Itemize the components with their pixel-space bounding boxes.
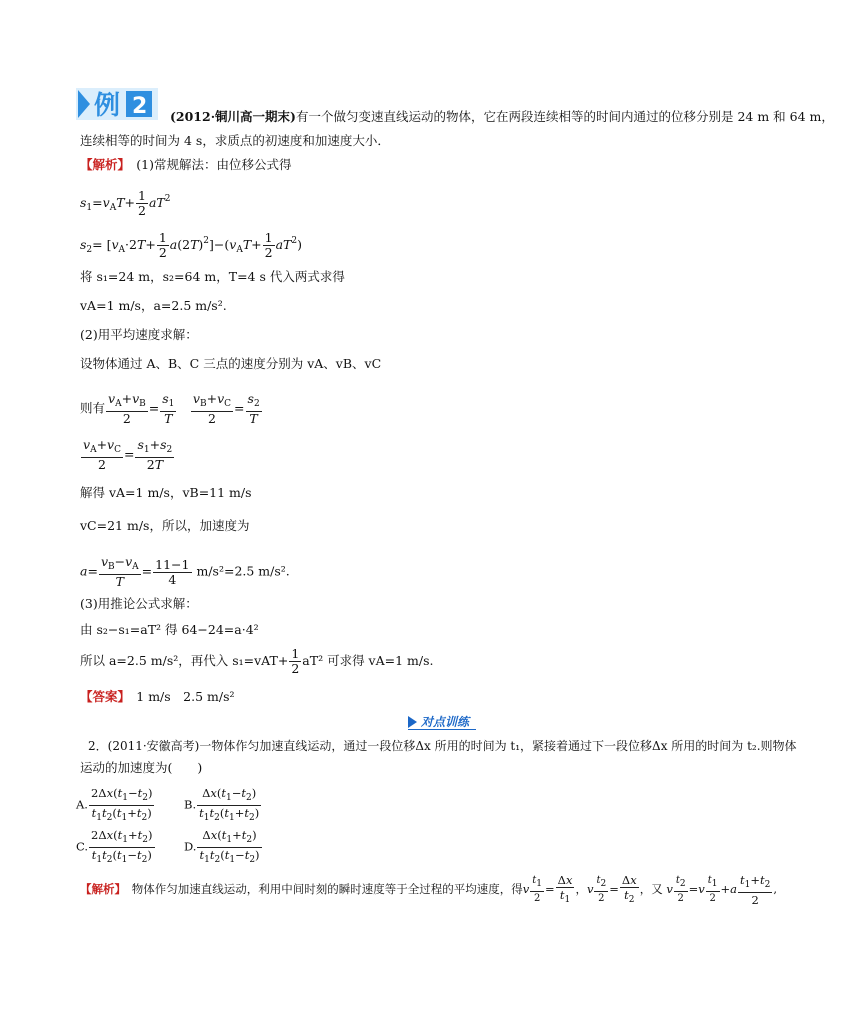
- formula-acceleration: a= $\frac{v_B-v_A}{T}$ = $\frac{11-1}{4}$ m/s²=2.5 m/s².: [80, 554, 290, 589]
- arrow-icon: [408, 716, 417, 728]
- solution-label: 【解析】: [80, 157, 124, 172]
- method3-heading: (3)用推论公式求解：: [80, 596, 198, 611]
- solution-method1: 【解析】 (1)常规解法：由位移公式得: [80, 157, 292, 172]
- example-source: (2012·铜川高一期末): [170, 109, 296, 124]
- method2-heading: (2)用平均速度求解：: [80, 327, 198, 342]
- formula-average-speed: 则有 $\frac{v_A+v_B}{2}$ = $\frac{s_1}{T}$ $\frac{v_B+v_C}{2}$ = $\frac{s_2}{T}$: [80, 391, 260, 426]
- answer-line: 【答案】 1 m/s 2.5 m/s²: [80, 689, 235, 704]
- option-b[interactable]: B. $\frac{\Delta x(t_1-t_2)}{t_1t_2(t_1+t_2)}$: [184, 786, 260, 823]
- example-badge: [76, 88, 158, 120]
- substitute-values: 将 s₁=24 m，s₂=64 m，T=4 s 代入两式求得: [80, 269, 345, 284]
- method1-result: vA=1 m/s，a=2.5 m/s².: [80, 298, 227, 313]
- method3-step1: 由 s₂−s₁=aT² 得 64−24=a·4²: [80, 622, 259, 637]
- practice-analysis: 【解析】 物体作匀加速直线运动，利用中间时刻的瞬时速度等于全过程的平均速度，得v $\frac{t1}{2}$ = $\frac{\Delta x}{t_1}$ ，v $\frac{t2}{2}$ = $\frac{\Delta x}{t_2}$ ，又 v $\frac{t2}{2}$ =v $\frac{t1}{2}$ +a $\frac{t_1+t_2}{2}$ ,: [80, 873, 778, 907]
- practice-analysis-label: 【解析】: [80, 882, 121, 896]
- formula-s1: $s_1=v_AT+$ $\frac{1}{2}$ $aT^2$: [80, 188, 171, 218]
- option-a[interactable]: A. $\frac{2\Delta x(t_1-t_2)}{t_1t_2(t_1+t_2)}$: [76, 786, 153, 823]
- practice-tag: 对点训练: [408, 713, 469, 729]
- badge-char: 例: [94, 91, 121, 120]
- answer-label: 【答案】: [80, 689, 124, 704]
- method3-step2: 所以 a=2.5 m/s²，再代入 s₁=vAT+ $\frac{1}{2}$ aT² 可求得 vA=1 m/s.: [80, 646, 434, 676]
- method2-result2: vC=21 m/s，所以，加速度为: [80, 518, 250, 533]
- formula-s2: $s_2= [v_A\cdot 2T+$ $\frac{1}{2}$ $a(2T)^2]-(v_AT+$ $\frac{1}{2}$ $aT^2$): [80, 230, 303, 260]
- example-question-line1: (2012·铜川高一期末)有一个做匀变速直线运动的物体，它在两段连续相等的时间内通过的位移分别是 24 m 和 64 m，: [170, 109, 834, 124]
- practice-question-line2: 运动的加速度为( ): [80, 760, 203, 775]
- badge-number: 2: [132, 94, 148, 119]
- method2-setup: 设物体通过 A、B、C 三点的速度分别为 vA、vB、vC: [80, 356, 382, 371]
- example-question-line2: 连续相等的时间为 4 s，求质点的初速度和加速度大小．: [80, 133, 390, 148]
- practice-question-line1: 2．(2011·安徽高考)一物体作匀加速直线运动，通过一段位移Δx 所用的时间为 t₁，紧接着通过下一段位移Δx 所用的时间为 t₂.则物体: [88, 739, 797, 753]
- option-d[interactable]: D. $\frac{\Delta x(t_1+t_2)}{t_1t_2(t_1-t_2)}$: [184, 828, 260, 865]
- option-c[interactable]: C. $\frac{2\Delta x(t_1+t_2)}{t_1t_2(t_1-t_2)}$: [76, 828, 153, 865]
- method2-result1: 解得 vA=1 m/s，vB=11 m/s: [80, 485, 252, 500]
- formula-average-speed-2: $\frac{v_A+v_C}{2}$ = $\frac{s_1+s_2}{2T}$: [83, 437, 173, 472]
- practice-tag-underline: [408, 729, 476, 730]
